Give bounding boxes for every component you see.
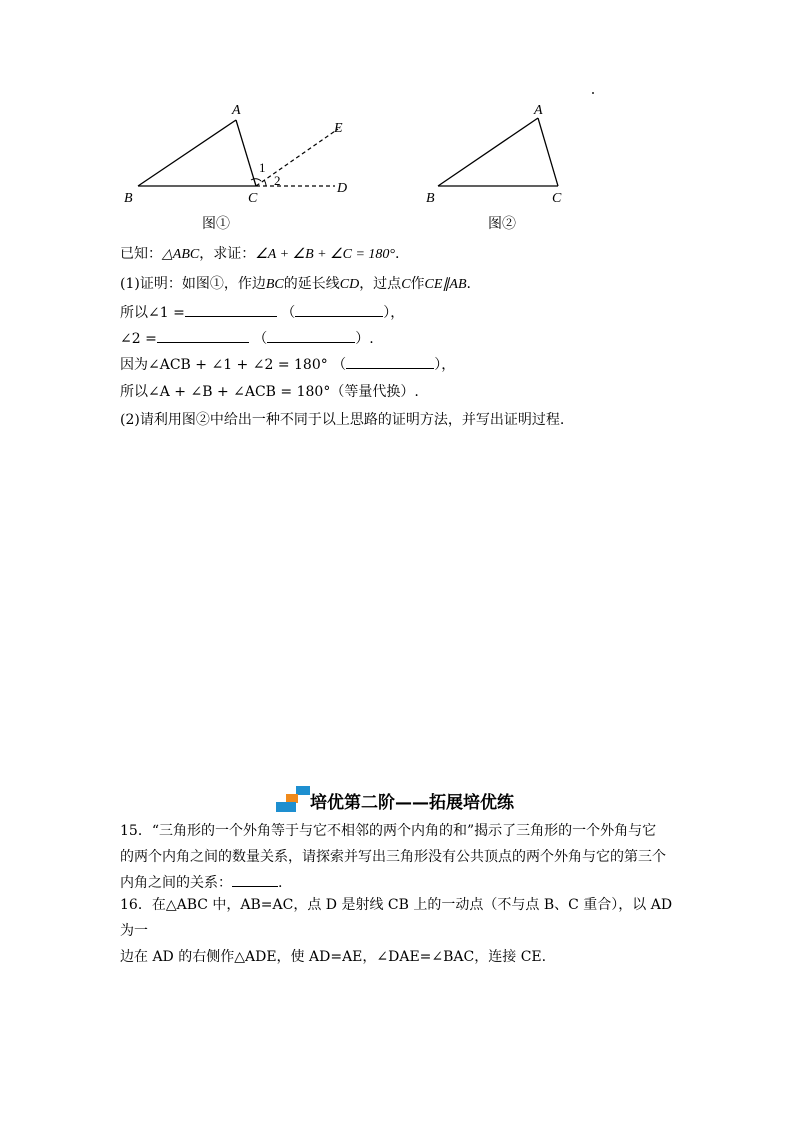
reason-blank-2[interactable]: [267, 328, 355, 343]
fig1-label-b: B: [124, 191, 133, 206]
proof-line-angle1: 所以∠1 = （ ），: [120, 302, 404, 323]
answer-blank-1[interactable]: [185, 302, 277, 317]
fig1-angle-2: 2: [274, 173, 281, 188]
fig1-label-d: D: [337, 181, 348, 196]
figure-1: [120, 96, 360, 236]
given-formula: ∠A + ∠B + ∠C = 180°: [255, 247, 395, 262]
fig2-label-c: C: [552, 191, 562, 206]
fig1-angle-1: 1: [259, 160, 266, 175]
q15-answer-blank[interactable]: [232, 872, 278, 887]
stray-dot: [592, 92, 594, 94]
reason-blank-1[interactable]: [295, 302, 383, 317]
proof-intro-line: (1)证明：如图①，作边BC的延长线CD，过点C作CE∥AB.: [120, 276, 471, 292]
section-title: 培优第二阶——拓展培优练: [310, 793, 514, 813]
proof-line-angle2: ∠2 = （ ）.: [120, 328, 374, 349]
fig1-label-a: A: [232, 103, 241, 118]
fig1-caption: 图①: [202, 217, 230, 232]
answer-blank-2[interactable]: [157, 328, 249, 343]
reason-blank-3[interactable]: [346, 354, 434, 369]
part2-prompt: (2)请利用图②中给出一种不同于以上思路的证明方法，并写出证明过程.: [120, 412, 565, 428]
fig1-label-c: C: [248, 191, 258, 206]
proof-line-sum: 因为∠ACB + ∠1 + ∠2 = 180° （ ），: [120, 354, 455, 375]
fig2-label-b: B: [426, 191, 435, 206]
given-line: 已知：△ABC，求证：∠A + ∠B + ∠C = 180°.: [120, 246, 400, 262]
question-15: 15．“三角形的一个外角等于与它不相邻的两个内角的和”揭示了三角形的一个外角与它 的两个内角之间的数量关系，请探索并写出三角形没有公共顶点的两个外角与它的第三个 内角之间的关系： .: [120, 823, 666, 891]
fig2-caption: 图②: [488, 217, 516, 232]
question-16: 16．在△ABC 中，AB=AC，点 D 是射线 CB 上的一动点（不与点 B、C 重合），以 AD 为一 边在 AD 的右侧作△ADE，使 AD=AE，∠DAE=∠BAC，连接 CE.: [120, 897, 673, 965]
section-header: [0, 786, 800, 816]
section-icon: [276, 786, 312, 814]
fig1-label-e: E: [334, 121, 343, 136]
proof-line-conclusion: 所以∠A + ∠B + ∠ACB = 180°（等量代换）.: [120, 384, 419, 400]
figure-2: [420, 96, 590, 236]
fig2-label-a: A: [534, 103, 543, 118]
given-triangle: △ABC: [162, 247, 200, 262]
